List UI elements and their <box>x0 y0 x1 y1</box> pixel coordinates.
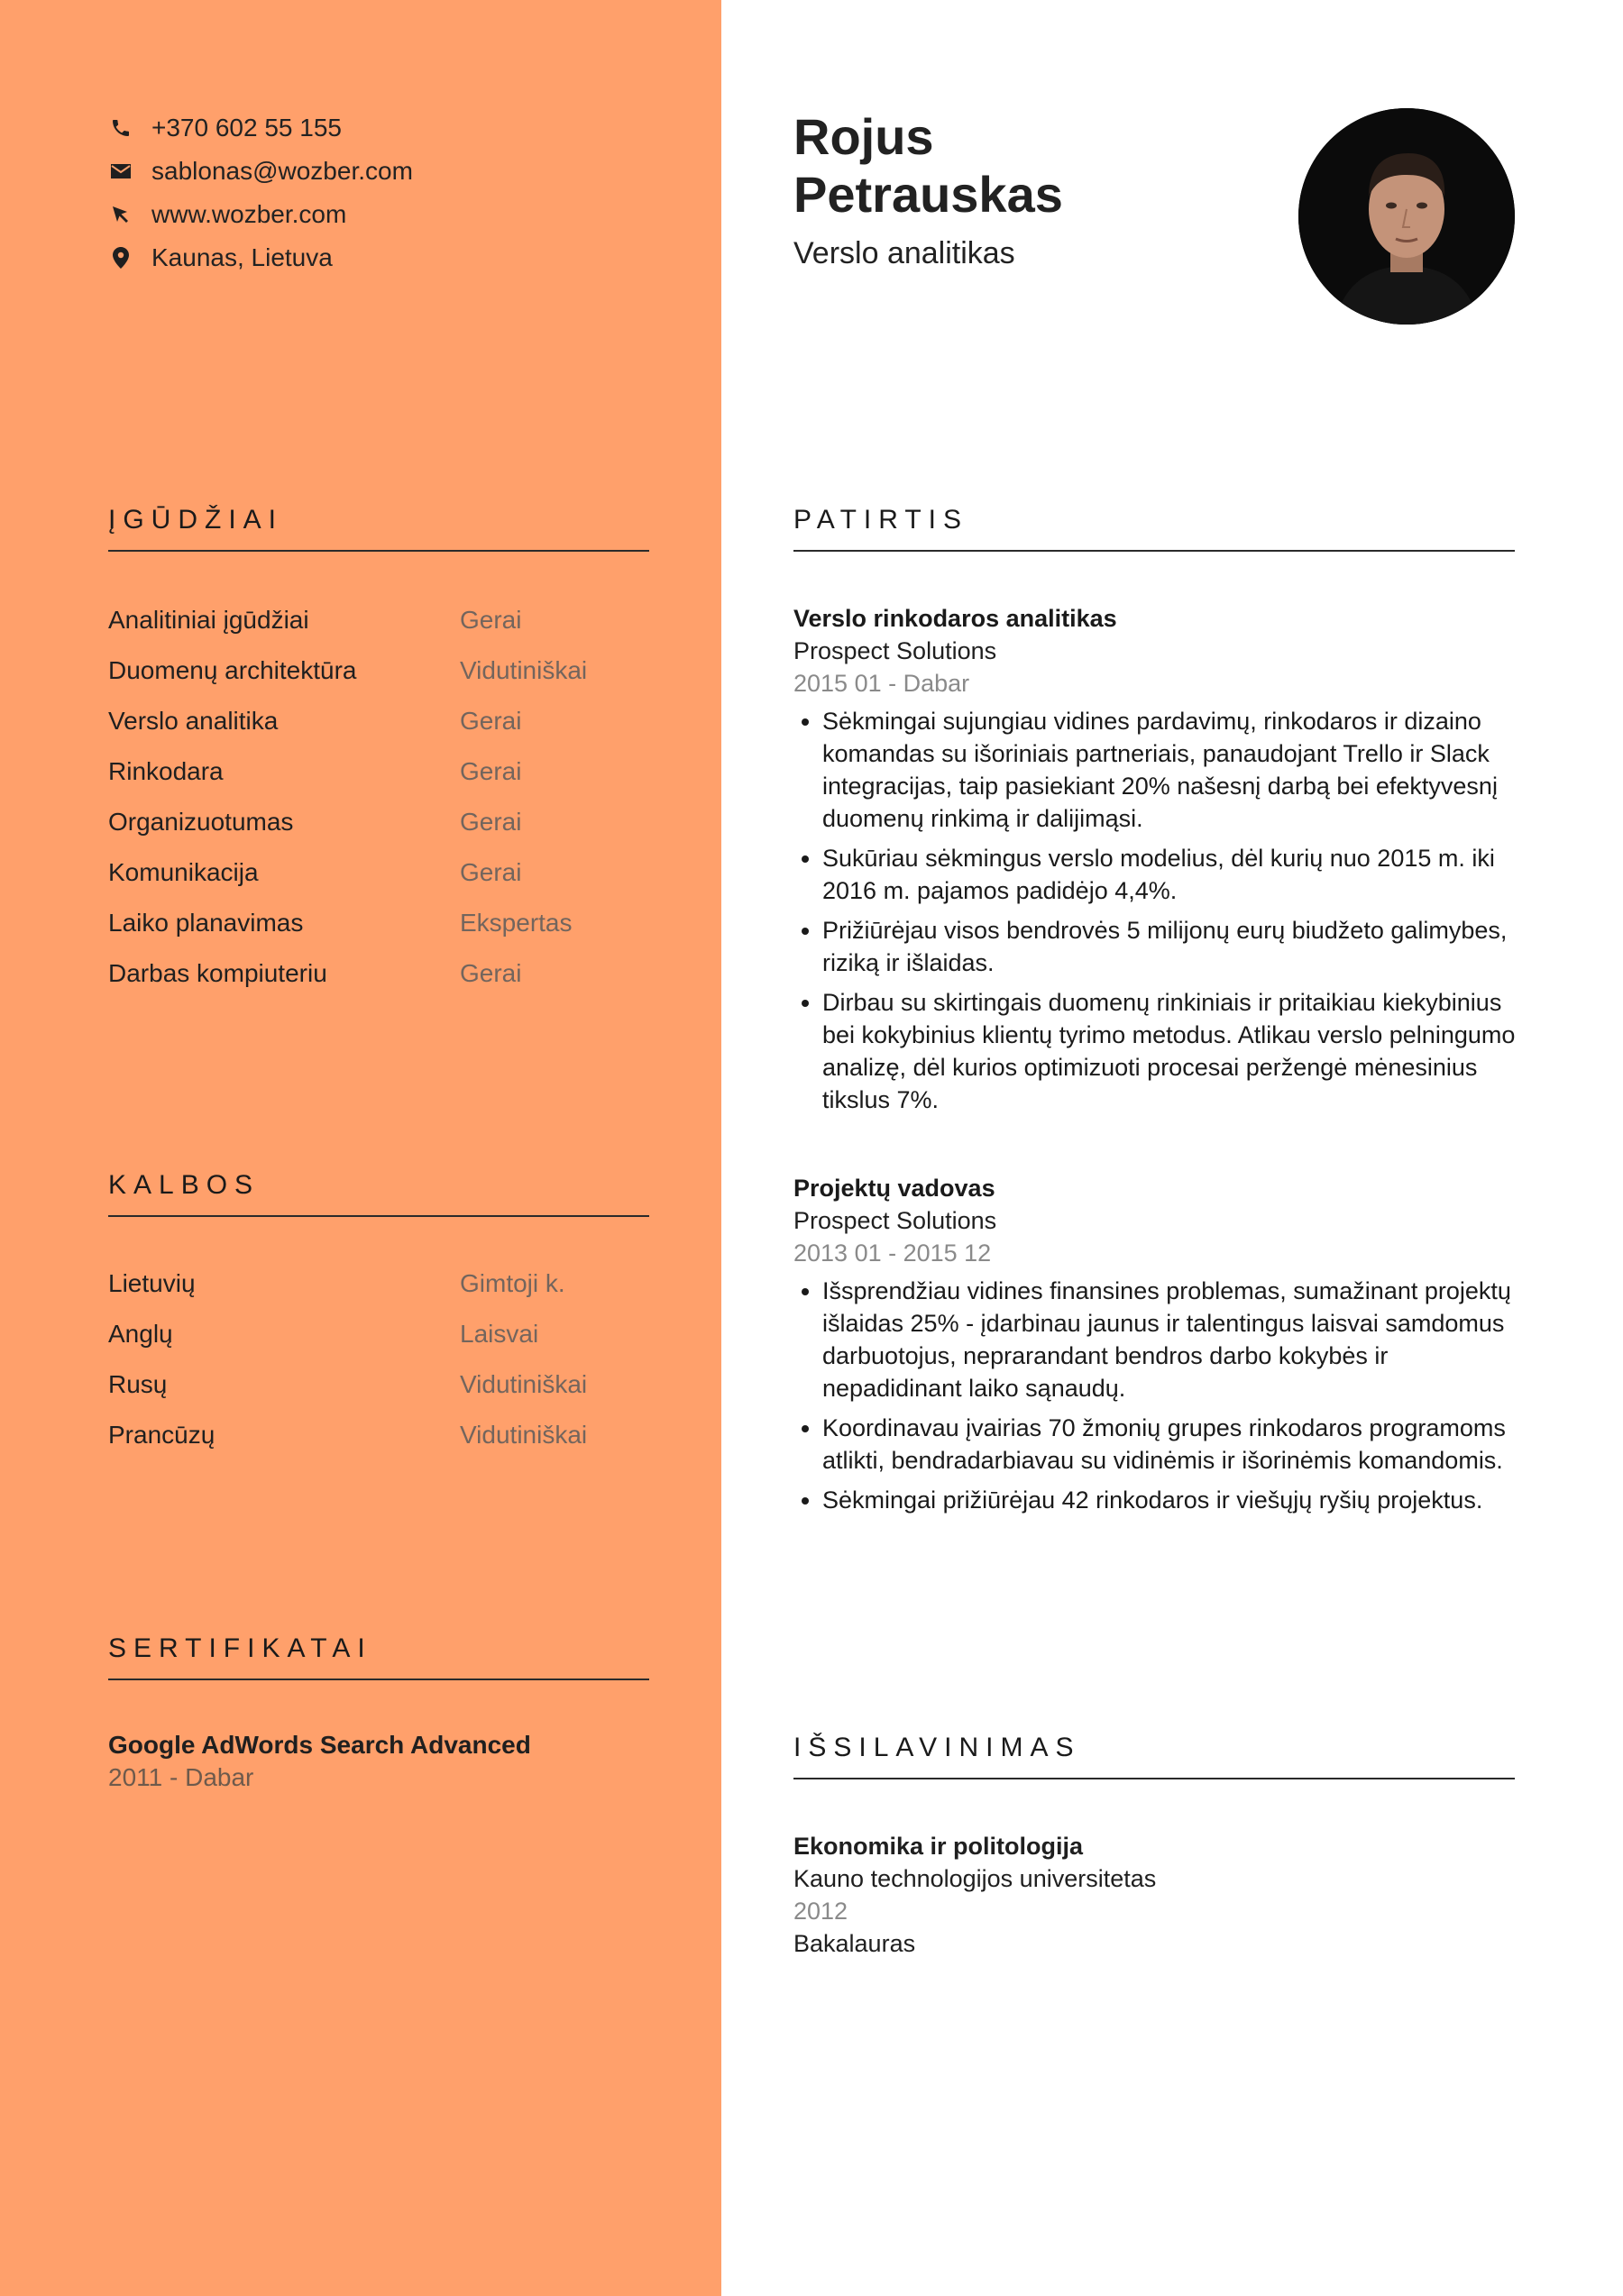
certificates-heading: SERTIFIKATAI <box>108 1633 372 1663</box>
certificate-title: Google AdWords Search Advanced <box>108 1731 531 1759</box>
contact-website[interactable] <box>108 193 413 236</box>
education-heading: IŠSILAVINIMAS <box>793 1733 1081 1762</box>
job-title: Verslo rinkodaros analitikas <box>793 605 1117 632</box>
job-date: 2013 01 - 2015 12 <box>793 1239 992 1267</box>
job-bullet: • Sėkmingai prižiūrėjau 42 rinkodaros ir viešųjų ryšių projektus. <box>822 1484 1524 1516</box>
last-name: Petrauskas <box>793 166 1063 223</box>
certificates-divider <box>108 1679 649 1680</box>
skill-row: Rinkodara Gerai <box>108 757 522 785</box>
contact-phone[interactable] <box>108 106 413 150</box>
email-text: sablonas@wozber.com <box>151 157 413 185</box>
skills-heading: ĮGŪDŽIAI <box>108 505 284 535</box>
certificate-item <box>108 1731 531 1796</box>
language-row: Anglų Laisvai <box>108 1320 539 1348</box>
education-school: Kauno technologijos universitetas <box>793 1865 1157 1892</box>
job-bullet: • Prižiūrėjau visos bendrovės 5 milijonų eurų biudžeto galimybes, riziką ir išlaidas. <box>822 914 1524 979</box>
mail-icon <box>108 159 133 184</box>
skill-row: Darbas kompiuteriu Gerai <box>108 959 522 987</box>
phone-icon <box>108 115 133 141</box>
language-row: Lietuvių Gimtoji k. <box>108 1269 565 1297</box>
job-entry <box>793 1172 1524 1523</box>
contact-location <box>108 236 413 279</box>
skill-row: Organizuotumas Gerai <box>108 808 522 836</box>
job-title: Projektų vadovas <box>793 1175 995 1202</box>
skill-row: Laiko planavimas Ekspertas <box>108 909 573 937</box>
location-pin-icon <box>108 245 133 270</box>
job-company: Prospect Solutions <box>793 1207 997 1234</box>
cursor-icon <box>108 202 133 227</box>
contact-list <box>108 106 413 279</box>
languages-list <box>108 1258 649 1460</box>
job-company: Prospect Solutions <box>793 637 997 664</box>
education-divider <box>793 1778 1515 1779</box>
language-row: Prancūzų Vidutiniškai <box>108 1421 588 1449</box>
job-role: Verslo analitikas <box>793 236 1015 270</box>
education-degree: Ekonomika ir politologija <box>793 1833 1084 1860</box>
skill-row: Verslo analitika Gerai <box>108 707 522 735</box>
education-level: Bakalauras <box>793 1930 916 1957</box>
skills-list <box>108 595 649 999</box>
experience-divider <box>793 550 1515 552</box>
phone-text: +370 602 55 155 <box>151 114 342 142</box>
languages-divider <box>108 1215 649 1217</box>
education-year: 2012 <box>793 1898 848 1925</box>
language-row: Rusų Vidutiniškai <box>108 1370 588 1398</box>
certificate-date: 2011 - Dabar <box>108 1763 254 1791</box>
skill-row: Analitiniai įgūdžiai Gerai <box>108 606 522 634</box>
location-text: Kaunas, Lietuva <box>151 243 333 271</box>
job-bullet: • Sukūriau sėkmingus verslo modelius, dėl kurių nuo 2015 m. iki 2016 m. pajamos padidėjo 4,4%. <box>822 842 1524 907</box>
skill-row: Komunikacija Gerai <box>108 858 522 886</box>
skill-row: Duomenų architektūra Vidutiniškai <box>108 656 588 684</box>
job-bullet: • Koordinavau įvairias 70 žmonių grupes rinkodaros programoms atlikti, bendradarbiavau su vidinėmis ir išorinėmis komandomis. <box>822 1412 1524 1477</box>
first-name: Rojus <box>793 108 934 165</box>
profile-photo <box>1298 108 1515 325</box>
sidebar <box>0 0 721 2296</box>
education-entry <box>793 1830 1156 1960</box>
job-entry <box>793 602 1524 1123</box>
contact-email[interactable] <box>108 150 413 193</box>
job-date: 2015 01 - Dabar <box>793 670 970 697</box>
website-text: www.wozber.com <box>151 200 347 228</box>
job-bullet: • Išsprendžiau vidines finansines problemas, sumažinant projektų išlaidas 25% - įdarbinau jaunus ir talentingus laisvai samdomus darbuotojus, neprarandant bendros darbo kokybės ir nepadidinant laiko sąnaudų. <box>822 1275 1524 1404</box>
job-bullets <box>793 705 1524 1116</box>
job-bullet: • Sėkmingai sujungiau vidines pardavimų, rinkodaros ir dizaino komandas su išoriniais partneriais, panaudojant Trello ir Slack integracijas, taip pasiekiant 20% našesnį darbą bei efektyvesnį duomenų rinkimą ir dalijimąsi. <box>822 705 1524 835</box>
name-block <box>793 108 1063 271</box>
job-bullet: • Dirbau su skirtingais duomenų rinkiniais ir pritaikiau kiekybinius bei kokybinius klientų tyrimo metodus. Atlikau verslo pelningumo analizę, dėl kurios optimizuoti procesai peržengė mėnesinius tikslus 7%. <box>822 986 1524 1116</box>
experience-heading: PATIRTIS <box>793 505 969 535</box>
skills-divider <box>108 550 649 552</box>
job-bullets <box>793 1275 1524 1516</box>
languages-heading: KALBOS <box>108 1170 261 1200</box>
